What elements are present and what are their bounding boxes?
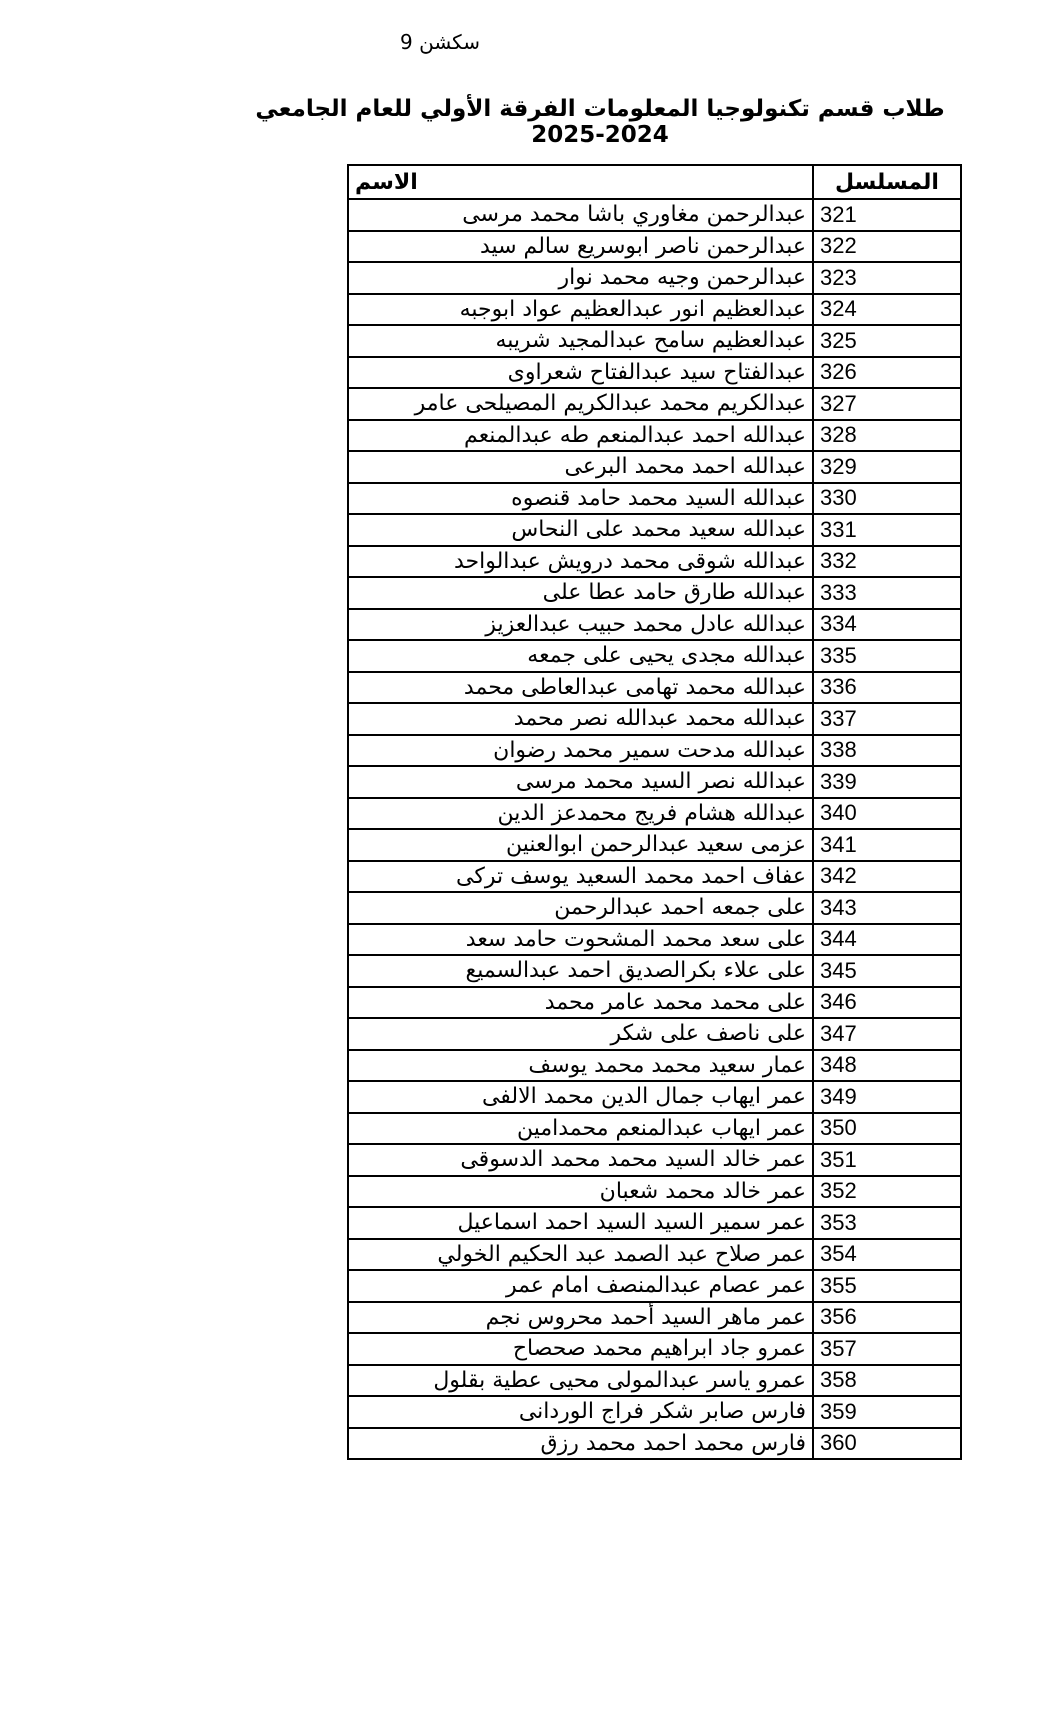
table-row xyxy=(348,672,961,704)
student-name-cell: عمر عصام عبدالمنصف امام عمر xyxy=(348,1270,813,1302)
student-name-cell: فارس محمد احمد محمد رزق xyxy=(348,1428,813,1460)
serial-cell: 352 xyxy=(813,1176,961,1208)
student-name-cell: عزمى سعيد عبدالرحمن ابوالعنين xyxy=(348,829,813,861)
student-name-cell: عبدالله محمد تهامى عبدالعاطى محمد xyxy=(348,672,813,704)
serial-cell: 327 xyxy=(813,388,961,420)
student-name-cell: عبدالعظيم سامح عبدالمجيد شريبه xyxy=(348,325,813,357)
serial-cell: 343 xyxy=(813,892,961,924)
table-row xyxy=(348,829,961,861)
student-name-cell: عبدالله عادل محمد حبيب عبدالعزيز xyxy=(348,609,813,641)
student-name-cell: عبدالله السيد محمد حامد قنصوه xyxy=(348,483,813,515)
student-name-cell: عبدالله احمد محمد البرعى xyxy=(348,451,813,483)
table-row xyxy=(348,766,961,798)
student-name-cell: على محمد محمد عامر محمد xyxy=(348,987,813,1019)
serial-cell: 340 xyxy=(813,798,961,830)
serial-cell: 344 xyxy=(813,924,961,956)
serial-cell: 355 xyxy=(813,1270,961,1302)
serial-cell: 341 xyxy=(813,829,961,861)
serial-cell: 351 xyxy=(813,1144,961,1176)
student-name-cell: عبدالله هشام فريج محمدعز الدين xyxy=(348,798,813,830)
page-title: طلاب قسم تكنولوجيا المعلومات الفرقة الأولي للعام الجامعي 2024-2025 xyxy=(255,96,945,148)
student-name-cell: على ناصف على شكر xyxy=(348,1018,813,1050)
serial-cell: 330 xyxy=(813,483,961,515)
table-row xyxy=(348,451,961,483)
table-row xyxy=(348,640,961,672)
table-row xyxy=(348,1113,961,1145)
serial-cell: 358 xyxy=(813,1365,961,1397)
serial-cell: 325 xyxy=(813,325,961,357)
serial-cell: 354 xyxy=(813,1239,961,1271)
student-name-cell: عبدالعظيم انور عبدالعظيم عواد ابوجبه xyxy=(348,294,813,326)
table-row xyxy=(348,987,961,1019)
table-row xyxy=(348,1176,961,1208)
serial-cell: 322 xyxy=(813,231,961,263)
table-row xyxy=(348,1396,961,1428)
student-name-cell: عبدالله طارق حامد عطا على xyxy=(348,577,813,609)
serial-cell: 337 xyxy=(813,703,961,735)
serial-cell: 331 xyxy=(813,514,961,546)
table-row xyxy=(348,514,961,546)
table-row xyxy=(348,325,961,357)
student-name-cell: عبدالرحمن ناصر ابوسريع سالم سيد xyxy=(348,231,813,263)
table-row xyxy=(348,703,961,735)
table-row xyxy=(348,546,961,578)
student-name-cell: عبدالله نصر السيد محمد مرسى xyxy=(348,766,813,798)
section-label: سكشن 9 xyxy=(400,30,480,54)
table-header xyxy=(348,165,961,199)
table-row xyxy=(348,1333,961,1365)
table-row xyxy=(348,892,961,924)
student-name-cell: عمر ماهر السيد أحمد محروس نجم xyxy=(348,1302,813,1334)
serial-cell: 357 xyxy=(813,1333,961,1365)
serial-cell: 349 xyxy=(813,1081,961,1113)
serial-cell: 321 xyxy=(813,199,961,231)
table-row xyxy=(348,357,961,389)
table-row xyxy=(348,798,961,830)
serial-cell: 339 xyxy=(813,766,961,798)
header-row xyxy=(348,165,961,199)
serial-cell: 324 xyxy=(813,294,961,326)
student-name-cell: عمار سعيد محمد محمد يوسف xyxy=(348,1050,813,1082)
serial-cell: 334 xyxy=(813,609,961,641)
student-name-cell: عفاف احمد محمد السعيد يوسف تركى xyxy=(348,861,813,893)
serial-cell: 356 xyxy=(813,1302,961,1334)
table-row xyxy=(348,420,961,452)
student-name-cell: على سعد محمد المشحوت حامد سعد xyxy=(348,924,813,956)
serial-cell: 323 xyxy=(813,262,961,294)
serial-column-header: المسلسل xyxy=(813,165,961,199)
serial-cell: 336 xyxy=(813,672,961,704)
table-row xyxy=(348,1428,961,1460)
table-row xyxy=(348,1018,961,1050)
table-row xyxy=(348,577,961,609)
student-name-cell: على علاء بكرالصديق احمد عبدالسميع xyxy=(348,955,813,987)
serial-cell: 353 xyxy=(813,1207,961,1239)
table-row xyxy=(348,1050,961,1082)
student-name-cell: عبدالله مجدى يحيى على جمعه xyxy=(348,640,813,672)
student-name-cell: على جمعه احمد عبدالرحمن xyxy=(348,892,813,924)
serial-cell: 345 xyxy=(813,955,961,987)
table-row xyxy=(348,1144,961,1176)
serial-cell: 328 xyxy=(813,420,961,452)
table-row xyxy=(348,388,961,420)
student-name-cell: عمرو جاد ابراهيم محمد صحصاح xyxy=(348,1333,813,1365)
table-row xyxy=(348,262,961,294)
student-name-cell: عمرو ياسر عبدالمولى محيى عطية بقلول xyxy=(348,1365,813,1397)
serial-cell: 350 xyxy=(813,1113,961,1145)
serial-cell: 335 xyxy=(813,640,961,672)
serial-cell: 338 xyxy=(813,735,961,767)
student-name-cell: عبدالله سعيد محمد على النحاس xyxy=(348,514,813,546)
student-table xyxy=(347,164,962,1460)
student-name-cell: عبدالرحمن مغاوري باشا محمد مرسى xyxy=(348,199,813,231)
table-row xyxy=(348,483,961,515)
table-row xyxy=(348,294,961,326)
serial-cell: 332 xyxy=(813,546,961,578)
table-row xyxy=(348,1207,961,1239)
serial-cell: 348 xyxy=(813,1050,961,1082)
student-name-cell: عمر صلاح عبد الصمد عبد الحكيم الخولي xyxy=(348,1239,813,1271)
student-name-cell: فارس صابر شكر فراج الوردانى xyxy=(348,1396,813,1428)
student-name-cell: عبدالله محمد عبدالله نصر محمد xyxy=(348,703,813,735)
student-name-cell: عبدالرحمن وجيه محمد نوار xyxy=(348,262,813,294)
student-name-cell: عبدالله مدحت سمير محمد رضوان xyxy=(348,735,813,767)
student-name-cell: عبدالفتاح سيد عبدالفتاح شعراوى xyxy=(348,357,813,389)
name-column-header: الاسم xyxy=(348,165,813,199)
serial-cell: 360 xyxy=(813,1428,961,1460)
table-row xyxy=(348,1239,961,1271)
student-name-cell: عبدالله احمد عبدالمنعم طه عبدالمنعم xyxy=(348,420,813,452)
student-name-cell: عمر ايهاب عبدالمنعم محمدامين xyxy=(348,1113,813,1145)
serial-cell: 347 xyxy=(813,1018,961,1050)
student-name-cell: عمر ايهاب جمال الدين محمد الالفى xyxy=(348,1081,813,1113)
student-name-cell: عمر خالد السيد محمد محمد الدسوقى xyxy=(348,1144,813,1176)
serial-cell: 333 xyxy=(813,577,961,609)
table-row xyxy=(348,1081,961,1113)
table-row xyxy=(348,955,961,987)
table-row xyxy=(348,1302,961,1334)
table-row xyxy=(348,735,961,767)
table-row xyxy=(348,609,961,641)
table-row xyxy=(348,1270,961,1302)
student-name-cell: عمر سمير السيد السيد احمد اسماعيل xyxy=(348,1207,813,1239)
student-name-cell: عبدالكريم محمد عبدالكريم المصيلحى عامر xyxy=(348,388,813,420)
table-row xyxy=(348,231,961,263)
student-name-cell: عبدالله شوقى محمد درويش عبدالواحد xyxy=(348,546,813,578)
table-row xyxy=(348,199,961,231)
table-row xyxy=(348,1365,961,1397)
serial-cell: 346 xyxy=(813,987,961,1019)
table-body xyxy=(348,199,961,1459)
serial-cell: 342 xyxy=(813,861,961,893)
student-name-cell: عمر خالد محمد شعبان xyxy=(348,1176,813,1208)
table-row xyxy=(348,861,961,893)
table-row xyxy=(348,924,961,956)
serial-cell: 359 xyxy=(813,1396,961,1428)
serial-cell: 326 xyxy=(813,357,961,389)
serial-cell: 329 xyxy=(813,451,961,483)
